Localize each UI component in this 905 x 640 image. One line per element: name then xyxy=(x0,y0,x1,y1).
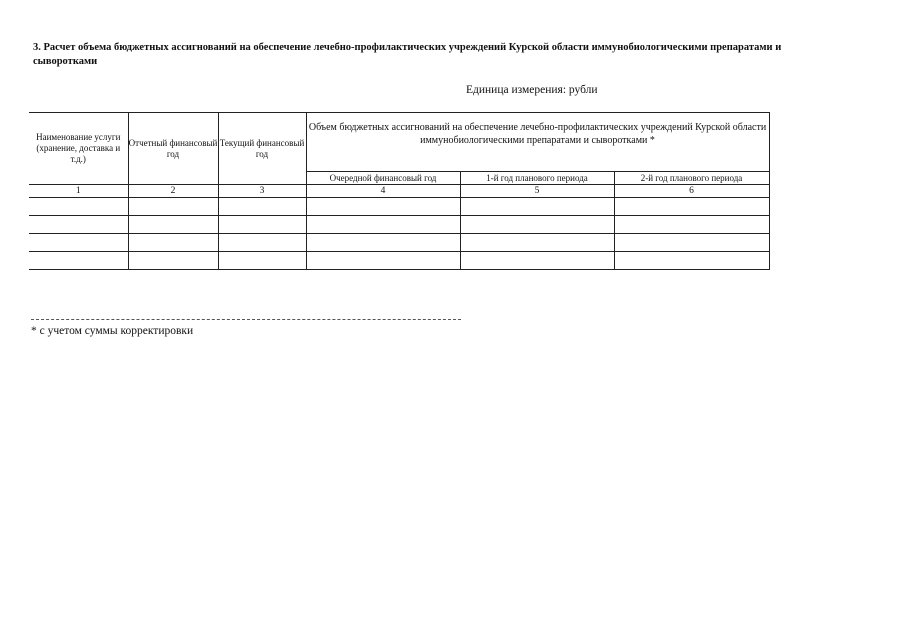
header-next-year: Очередной финансовый год xyxy=(306,172,460,185)
footnote-divider xyxy=(31,319,461,320)
table-cell xyxy=(306,198,460,216)
table-cell xyxy=(128,216,218,234)
header-service-name: Наименование услуги (хранение, доставка и т.д.) xyxy=(29,113,128,185)
column-number: 2 xyxy=(128,185,218,198)
unit-of-measure-label: Единица измерения: рубли xyxy=(466,84,598,96)
column-number: 1 xyxy=(29,185,128,198)
header-reporting-year: Отчетный финансовый год xyxy=(128,113,218,185)
table-cell xyxy=(460,198,614,216)
table-cell xyxy=(128,252,218,270)
table-cell xyxy=(460,234,614,252)
budget-allocation-table xyxy=(29,112,770,270)
table-cell xyxy=(128,198,218,216)
column-number: 3 xyxy=(218,185,306,198)
table-cell xyxy=(460,252,614,270)
header-plan-year-2: 2-й год планового периода xyxy=(614,172,769,185)
table-cell xyxy=(614,198,769,216)
table-cell xyxy=(306,234,460,252)
table-cell xyxy=(306,252,460,270)
table-cell xyxy=(218,252,306,270)
column-number: 5 xyxy=(460,185,614,198)
table-cell xyxy=(29,234,128,252)
table-cell xyxy=(614,216,769,234)
table-row xyxy=(29,234,769,252)
header-current-year: Текущий финансовый год xyxy=(218,113,306,185)
table-cell xyxy=(218,234,306,252)
footnote-text: * с учетом суммы корректировки xyxy=(31,325,194,337)
table-cell xyxy=(614,252,769,270)
column-number: 6 xyxy=(614,185,769,198)
section-heading: 3. Расчет объема бюджетных ассигнований на обеспечение лечебно-профилактических учреждений Курской области иммунобиологическими препаратами и сыворотками xyxy=(33,42,782,67)
table-cell xyxy=(306,216,460,234)
table-cell xyxy=(29,216,128,234)
table-cell xyxy=(614,234,769,252)
table-cell xyxy=(29,252,128,270)
table-cell xyxy=(460,216,614,234)
column-number: 4 xyxy=(306,185,460,198)
table-cell xyxy=(218,198,306,216)
table-row xyxy=(29,198,769,216)
table-row xyxy=(29,216,769,234)
table-cell xyxy=(29,198,128,216)
table-cell xyxy=(218,216,306,234)
header-budget-volume: Объем бюджетных ассигнований на обеспечение лечебно-профилактических учреждений Курской области иммунобиологическими препаратами и сыворотками * xyxy=(306,113,769,172)
table-cell xyxy=(128,234,218,252)
table-row xyxy=(29,252,769,270)
header-plan-year-1: 1-й год планового периода xyxy=(460,172,614,185)
